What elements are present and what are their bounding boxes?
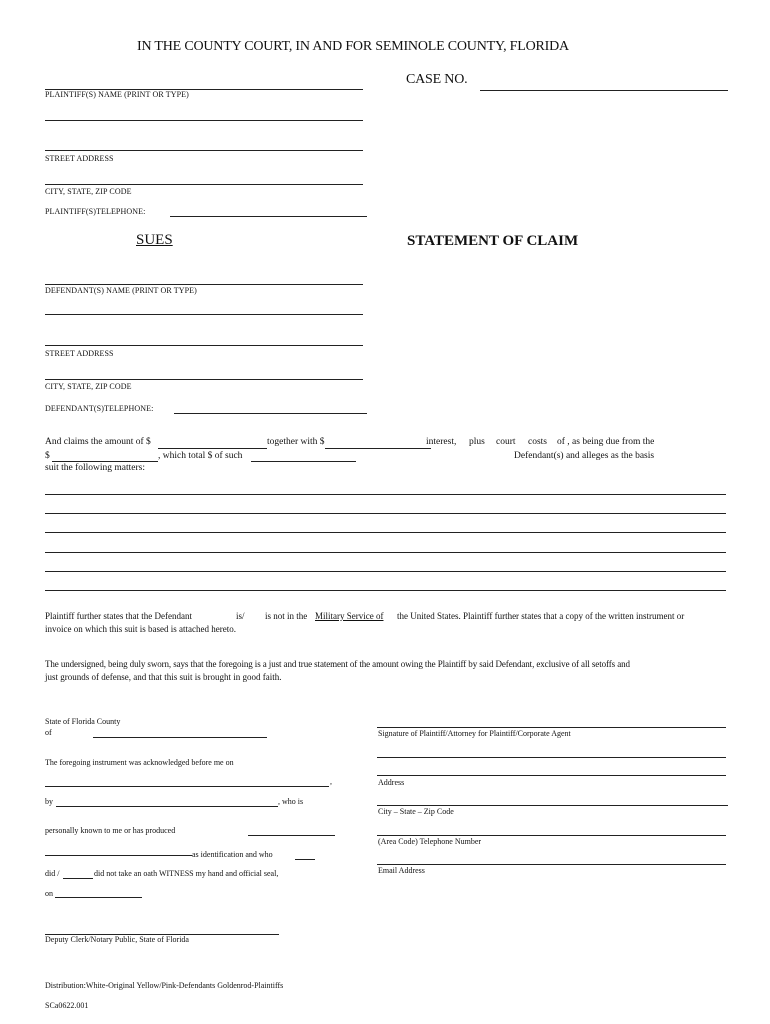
military-is-not: is not in the xyxy=(265,611,308,621)
plaintiff-name-label: PLAINTIFF(S) NAME (PRINT OR TYPE) xyxy=(45,90,189,99)
military-text-2: the United States. Plaintiff further states that a copy of the written instrument or xyxy=(397,611,685,621)
plaintiff-street-label: STREET ADDRESS xyxy=(45,154,114,163)
military-line-2: invoice on which this suit is based is attached hereto. xyxy=(45,624,236,634)
plaintiff-street-field[interactable] xyxy=(45,150,363,151)
costs-amount-field[interactable] xyxy=(52,461,158,462)
who-is-label: , who is xyxy=(278,797,304,806)
costs-text: costs xyxy=(528,437,547,447)
city-state-zip-field[interactable] xyxy=(377,805,728,806)
who-field[interactable] xyxy=(295,859,315,860)
matters-line-1[interactable] xyxy=(45,494,726,495)
plaintiff-telephone-label: PLAINTIFF(S)TELEPHONE: xyxy=(45,207,146,216)
dollar-sign: $ xyxy=(45,451,50,461)
produced-field[interactable] xyxy=(248,835,335,836)
personally-known-text: personally known to me or has produced xyxy=(45,826,176,835)
matters-line-2[interactable] xyxy=(45,513,726,514)
by-label: by xyxy=(45,797,53,806)
case-no-field[interactable] xyxy=(480,90,728,91)
court-title: IN THE COUNTY COURT, IN AND FOR SEMINOLE COUNTY, FLORIDA xyxy=(137,39,569,54)
defendant-city-field[interactable] xyxy=(45,379,363,380)
plaintiff-city-field[interactable] xyxy=(45,184,363,185)
city-state-zip-label: City – State – Zip Code xyxy=(378,807,454,816)
and-claims-text: And claims the amount of $ xyxy=(45,437,151,447)
did-not-text: did not take an oath WITNESS my hand and official seal, xyxy=(94,869,279,878)
oath-line-2: just grounds of defense, and that this suit is brought in good faith. xyxy=(45,672,282,682)
signature-label: Signature of Plaintiff/Attorney for Plaintiff/Corporate Agent xyxy=(378,729,571,738)
matters-line-4[interactable] xyxy=(45,552,726,553)
plaintiff-city-label: CITY, STATE, ZIP CODE xyxy=(45,187,132,196)
statement-heading: STATEMENT OF CLAIM xyxy=(407,233,579,249)
defendant-street-field[interactable] xyxy=(45,345,363,346)
county-field[interactable] xyxy=(93,737,267,738)
matters-line-6[interactable] xyxy=(45,590,726,591)
acknowledged-text: The foregoing instrument was acknowledged before me on xyxy=(45,758,234,767)
claim-amount-field[interactable] xyxy=(158,448,267,449)
as-identification-text: as identification and who xyxy=(192,850,273,859)
telephone-field[interactable] xyxy=(377,835,726,836)
deputy-clerk-label: Deputy Clerk/Notary Public, State of Florida xyxy=(45,935,189,944)
defendant-telephone-label: DEFENDANT(S)TELEPHONE: xyxy=(45,404,154,413)
state-county-label: State of Florida County xyxy=(45,717,121,726)
suit-following-text: suit the following matters: xyxy=(45,463,146,473)
defendant-street-label: STREET ADDRESS xyxy=(45,349,114,358)
case-no-label: CASE NO. xyxy=(406,72,468,87)
defendant-telephone-field[interactable] xyxy=(174,413,367,414)
distribution-text: Distribution:White-Original Yellow/Pink-Defendants Goldenrod-Plaintiffs xyxy=(45,981,284,990)
did-label: did / xyxy=(45,869,60,878)
defendant-city-label: CITY, STATE, ZIP CODE xyxy=(45,382,132,391)
acknowledged-comma: , xyxy=(330,777,332,786)
defendant-name-field-2[interactable] xyxy=(45,314,363,315)
together-with-text: together with $ xyxy=(267,437,325,447)
military-service: Military Service of xyxy=(315,611,384,621)
address-field-2[interactable] xyxy=(377,775,726,776)
defendant-alleges-text: Defendant(s) and alleges as the basis xyxy=(514,451,655,461)
court-text: court xyxy=(496,437,516,447)
on-label: on xyxy=(45,889,53,898)
email-label: Email Address xyxy=(378,866,425,875)
plaintiff-name-field-2[interactable] xyxy=(45,120,363,121)
sues-label: SUES xyxy=(136,232,173,248)
acknowledged-date-field[interactable] xyxy=(45,786,329,787)
telephone-label: (Area Code) Telephone Number xyxy=(378,837,482,846)
on-date-field[interactable] xyxy=(55,897,142,898)
by-field[interactable] xyxy=(56,806,278,807)
identification-field[interactable] xyxy=(45,855,192,856)
plaintiff-telephone-field[interactable] xyxy=(170,216,367,217)
plus-text: plus xyxy=(469,437,485,447)
form-code: SCa0622.001 xyxy=(45,1001,89,1010)
defendant-name-field[interactable] xyxy=(45,284,363,285)
of-due-text: of , as being due from the xyxy=(557,437,655,447)
matters-line-5[interactable] xyxy=(45,571,726,572)
military-is: is/ xyxy=(236,611,245,621)
oath-line-1: The undersigned, being duly sworn, says that the foregoing is a just and true statement of the amount owing the Plaintiff by said Defendant, exclusive of all setoffs and xyxy=(45,659,630,669)
defendant-name-label: DEFENDANT(S) NAME (PRINT OR TYPE) xyxy=(45,286,197,295)
interest-amount-field[interactable] xyxy=(325,448,431,449)
military-text-1: Plaintiff further states that the Defendant xyxy=(45,611,193,621)
address-label: Address xyxy=(378,778,405,787)
email-field[interactable] xyxy=(377,864,726,865)
address-field-1[interactable] xyxy=(377,757,726,758)
interest-text: interest, xyxy=(426,437,457,447)
signature-field[interactable] xyxy=(377,727,726,728)
did-field[interactable] xyxy=(63,878,93,879)
which-total-text: , which total $ of such xyxy=(158,451,243,461)
of-label: of xyxy=(45,728,52,737)
matters-line-3[interactable] xyxy=(45,532,726,533)
total-amount-field[interactable] xyxy=(251,461,356,462)
